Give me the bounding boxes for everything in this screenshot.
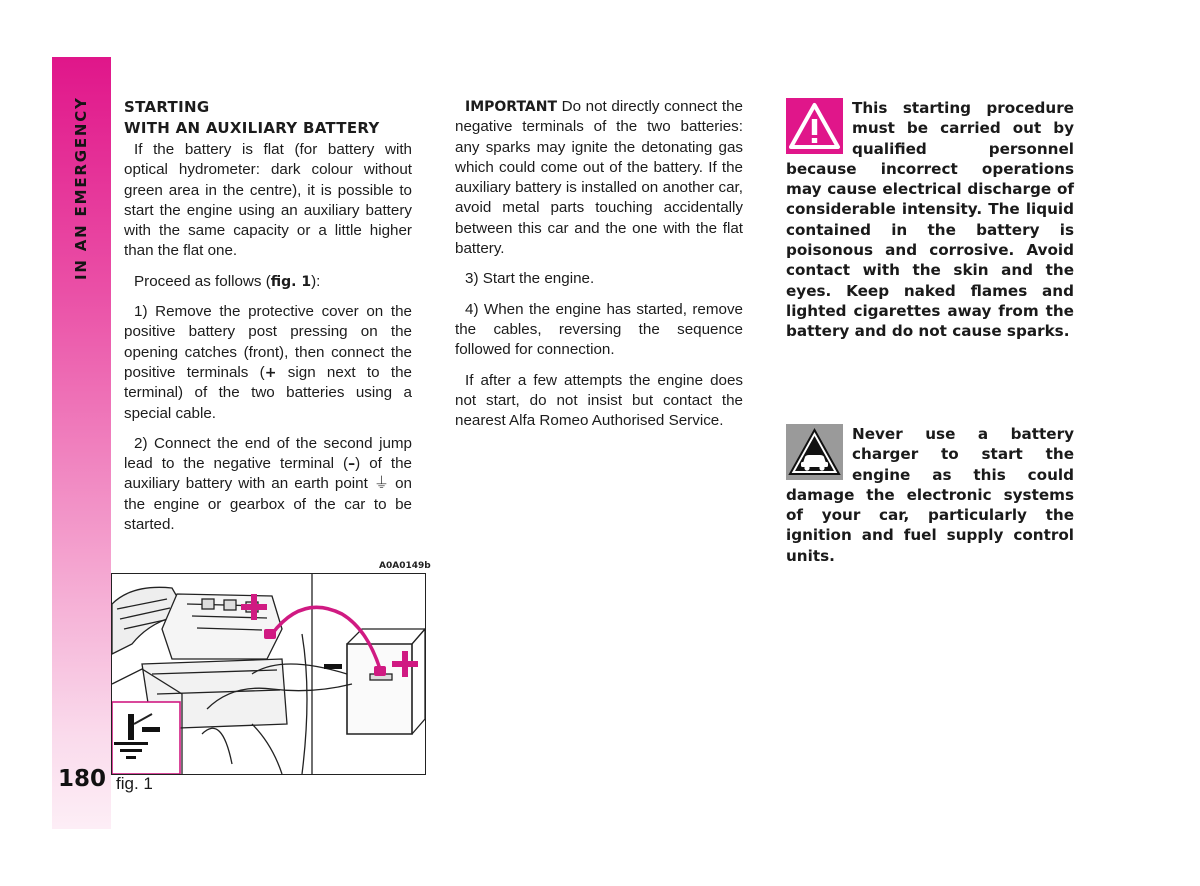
intro-paragraph: If the battery is flat (for battery with optical hydrometer: dark colour without green area in the centre), it is possible to start the engine using an auxiliary battery with the same capacity or a little higher than the flat one. [124,141,412,260]
figure-illustration [111,573,426,775]
proceed-paragraph [124,272,412,292]
section-label: IN AN EMERGENCY [72,96,90,280]
heading-line-1: STARTING [124,98,210,116]
page-number: 180 [58,766,107,792]
step-2-text: 2) Connect the end of the second jump lead to the negative terminal ( [124,434,412,473]
column-procedure [124,97,412,545]
warning-block-charger [786,424,1074,566]
proceed-text: Proceed as follows ( [134,272,271,290]
minus-sign: – [348,456,356,473]
warning-text-charger: Never use a battery charger to start the engine as this could damage the electronic systems of your car, particularly the ignition and fuel supply control units. [786,425,1074,565]
section-heading [124,97,412,139]
step-1-text: 1) Remove the protective cover on the positive battery post pressing on the opening catches (front), then connect the positive terminals ( [124,303,412,381]
important-paragraph [455,97,743,259]
step-2-paragraph [124,434,412,535]
step-4-paragraph: 4) When the engine has started, remove the cables, reversing the sequence followed for connection. [455,300,743,359]
battery-jump-illustration [112,574,425,774]
warning-triangle-icon [786,98,843,154]
step-1-text-end: sign next to the terminal) of the two batteries using a special cable. [124,363,412,422]
final-paragraph: If after a few attempts the engine does not start, do not insist but contact the nearest Alfa Romeo Authorised Service. [455,371,743,430]
important-text: Do not directly connect the negative terminals of the two batteries: any sparks may ignite the detonating gas which could come out of the battery. If the auxiliary battery is installed on another car, avoid metal parts touching accidentally between this car and the one with the flat battery. [455,98,743,258]
figure-code: A0A0149b [379,561,431,571]
earth-icon: ⏚ [373,475,390,493]
warning-block-personnel [786,98,1074,342]
warning-text-personnel: This starting procedure must be carried out by qualified personnel because incorrect operations may cause electrical discharge of considerable intensity. The liquid contained in the battery is poisonous and corrosive. Avoid contact with the skin and the eyes. Keep naked flames and lighted cigarettes away from the battery and do not cause sparks. [786,99,1074,341]
proceed-text-end: ): [311,272,321,290]
plus-sign: + [264,364,277,381]
step-2-text-mid: ) of the auxiliary battery with an earth point [124,455,412,493]
car-warning-icon [786,424,843,480]
figure-reference: fig. 1 [270,273,312,290]
column-notes [455,97,743,441]
step-2-text-end: on the engine or gearbox of the car to be started. [124,475,412,534]
figure-caption: fig. 1 [116,774,153,793]
heading-line-2: WITH AN AUXILIARY BATTERY [124,119,380,137]
important-label: IMPORTANT [465,99,558,115]
step-1-paragraph [124,302,412,424]
step-3-paragraph: 3) Start the engine. [465,270,595,288]
